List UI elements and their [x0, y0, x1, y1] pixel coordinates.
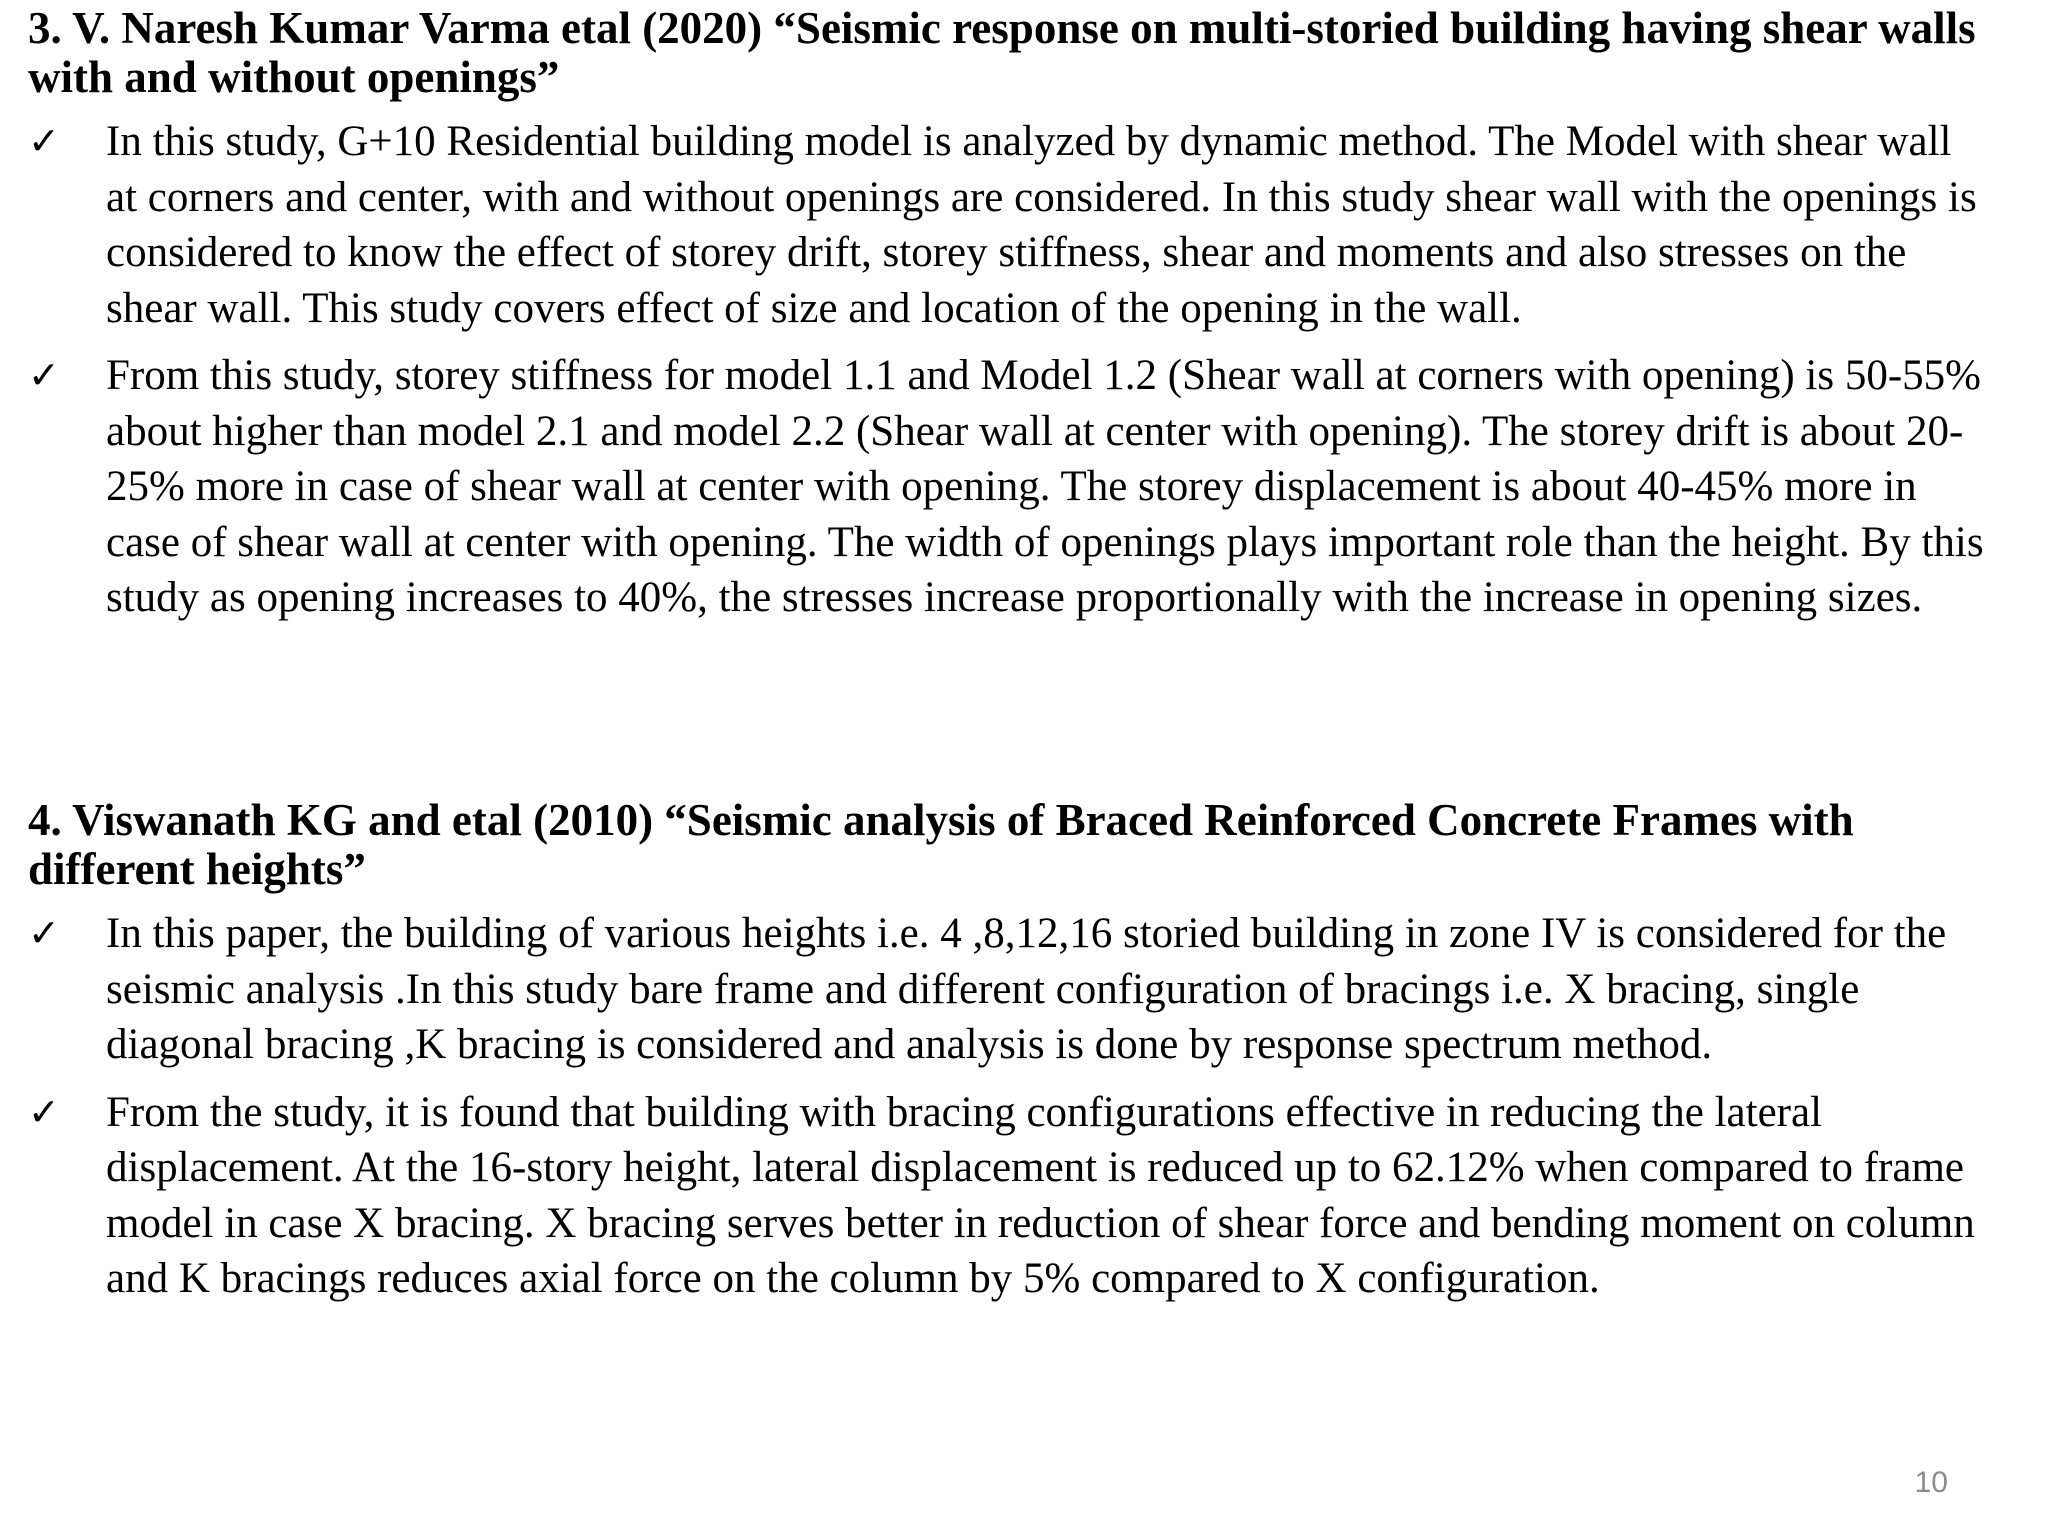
check-icon: ✓ — [28, 119, 60, 163]
bullet-list — [28, 906, 1988, 1307]
bullet-text: In this paper, the building of various heights i.e. 4 ,8,12,16 storied building in zone IV is considered for the seismic analysis .In this study bare frame and different configuration of bracings i.e. X bracing, single diagonal bracing ,K bracing is considered and analysis is done by response spectrum method. — [106, 910, 1947, 1068]
bullet-item — [28, 114, 1988, 336]
check-icon: ✓ — [28, 911, 60, 955]
section-heading: 4. Viswanath KG and etal (2010) “Seismic analysis of Braced Reinforced Concrete Frames with different heights” — [28, 795, 1854, 894]
bullet-text: From this study, storey stiffness for model 1.1 and Model 1.2 (Shear wall at corners with opening) is 50-55% about higher than model 2.1 and model 2.2 (Shear wall at center with opening). The storey drift is about 20-25% more in case of shear wall at center with opening. The storey displacement is about 40-45% more in case of shear wall at center with opening. The width of openings plays important role than the height. By this study as opening increases to 40%, the stresses increase proportionally with the increase in opening sizes. — [106, 352, 1984, 621]
bullet-list — [28, 114, 1988, 626]
page-number: 10 — [1914, 1466, 1948, 1499]
check-icon: ✓ — [28, 353, 60, 397]
bullet-item — [28, 1085, 1988, 1307]
check-icon: ✓ — [28, 1089, 60, 1134]
bullet-item — [28, 906, 1988, 1073]
review-section-4 — [28, 796, 1988, 1319]
bullet-item — [28, 348, 1988, 626]
review-section-3 — [28, 4, 1988, 638]
section-heading: 3. V. Naresh Kumar Varma etal (2020) “Seismic response on multi-storied building having shear walls with and without openings” — [28, 3, 1976, 102]
bullet-text: In this study, G+10 Residential building model is analyzed by dynamic method. The Model with shear wall at corners and center, with and without openings are considered. In this study shear wall with the openings is considered to know the effect of storey drift, storey stiffness, shear and moments and also stresses on the shear wall. This study covers effect of size and location of the opening in the wall. — [106, 118, 1977, 332]
bullet-text: From the study, it is found that building with bracing configurations effective in reducing the lateral displacement. At the 16-story height, lateral displacement is reduced up to 62.12% when compared to frame model in case X bracing. X bracing serves better in reduction of shear force and bending moment on column and K bracings reduces axial force on the column by 5% compared to X configuration. — [106, 1088, 1975, 1302]
